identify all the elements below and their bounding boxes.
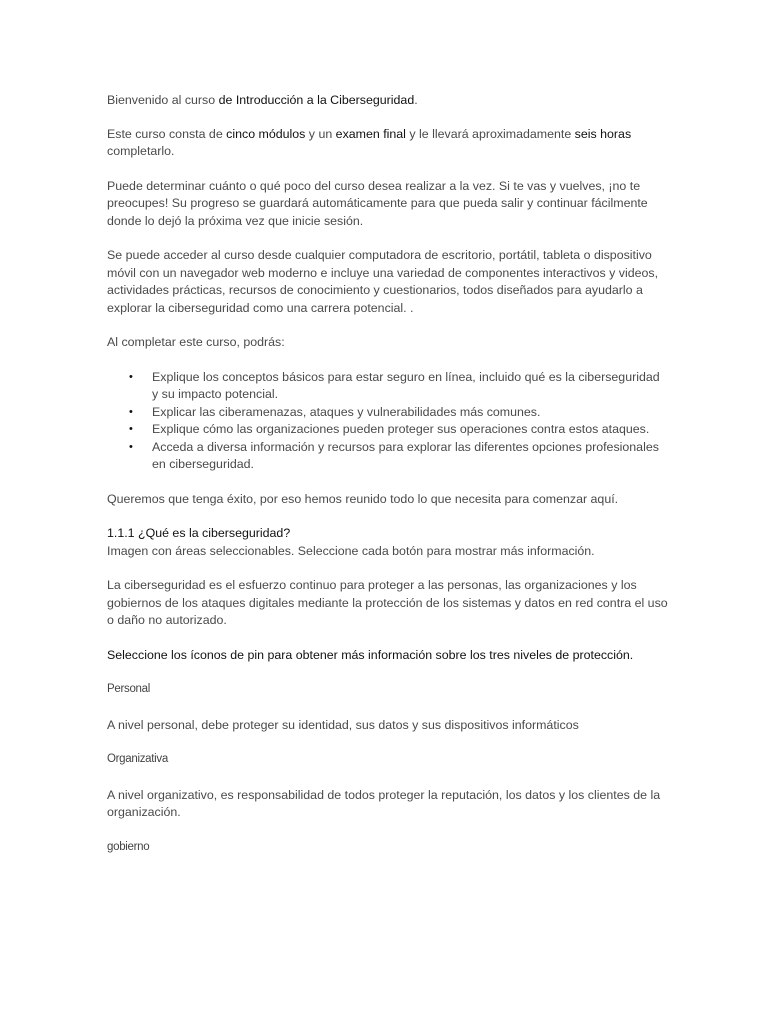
welcome-paragraph [107, 92, 668, 110]
structure-text-4: completarlo. [107, 144, 175, 158]
structure-text-1: Este curso consta de [107, 126, 227, 141]
access-paragraph: Se puede acceder al curso desde cualquier computadora de escritorio, portátil, tableta o dispositivo móvil con un navegador web moderno e incluye una variedad de componentes interactivos y videos, actividades prácticas, recursos de conocimiento y cuestionarios, todos diseñados para ayudarlo a explorar la ciberseguridad como una carrera potencial. . [107, 248, 659, 315]
objective-text: Explique cómo las organizaciones pueden proteger sus operaciones contra estos ataques. [152, 422, 650, 436]
level-text-organizational: A nivel organizativo, es responsabilidad de todos proteger la reputación, los datos y los clientes de la organización. [107, 787, 661, 819]
structure-text-3: y le llevará aproximadamente [405, 126, 575, 141]
success-paragraph: Queremos que tenga éxito, por eso hemos reunido todo lo que necesita para comenzar aquí. [107, 491, 619, 506]
section-subtitle: Imagen con áreas seleccionables. Seleccione cada botón para mostrar más información. [107, 543, 595, 558]
structure-paragraph [107, 126, 668, 161]
objectives-list [107, 369, 668, 474]
progress-paragraph: Puede determinar cuánto o qué poco del curso desea realizar a la vez. Si te vas y vuelves, ¡no te preocupes! Su progreso se guardará automáticamente para que pueda salir y continuar fácilmente donde lo dejó la próxima vez que inicie sesión. [107, 178, 648, 228]
welcome-prefix: Bienvenido al curso [107, 93, 219, 107]
list-item [129, 404, 668, 422]
bullet-icon: • [129, 405, 133, 418]
definition-paragraph: La ciberseguridad es el esfuerzo continuo para proteger a las personas, las organizaciones y los gobiernos de los ataques digitales mediante la protección de los sistemas y datos en red contra el uso o daño no autorizado. [107, 578, 668, 627]
bullet-icon: • [129, 423, 133, 435]
level-label-government: gobierno [107, 840, 150, 853]
pin-instruction: Seleccione los íconos de pin para obtener más información sobre los tres niveles de protección. [107, 647, 634, 662]
level-text-personal: A nivel personal, debe proteger su identidad, sus datos y sus dispositivos informáticos [107, 717, 579, 732]
list-item [129, 369, 668, 404]
duration-hours: seis horas [574, 126, 632, 141]
structure-text-2: y un [305, 126, 336, 141]
section-title: 1.1.1 ¿Qué es la ciberseguridad? [107, 526, 291, 540]
final-exam: examen final [335, 126, 406, 141]
level-label-personal: Personal [107, 683, 150, 695]
objective-text: Explicar las ciberamenazas, ataques y vulnerabilidades más comunes. [152, 404, 541, 419]
completion-intro: Al completar este curso, podrás: [107, 335, 285, 349]
course-name: de Introducción a la Ciberseguridad [218, 93, 415, 107]
list-item [129, 439, 668, 474]
list-item [129, 421, 668, 439]
welcome-suffix: . [414, 93, 418, 107]
modules-count: cinco módulos [226, 126, 306, 141]
objective-text: Acceda a diversa información y recursos para explorar las diferentes opciones profesionales en ciberseguridad. [152, 439, 659, 471]
bullet-icon: • [129, 370, 133, 383]
objective-text: Explique los conceptos básicos para estar seguro en línea, incluido qué es la ciberseguridad y su impacto potencial. [152, 369, 660, 401]
level-label-organizational: Organizativa [107, 753, 168, 765]
bullet-icon: • [129, 440, 133, 453]
